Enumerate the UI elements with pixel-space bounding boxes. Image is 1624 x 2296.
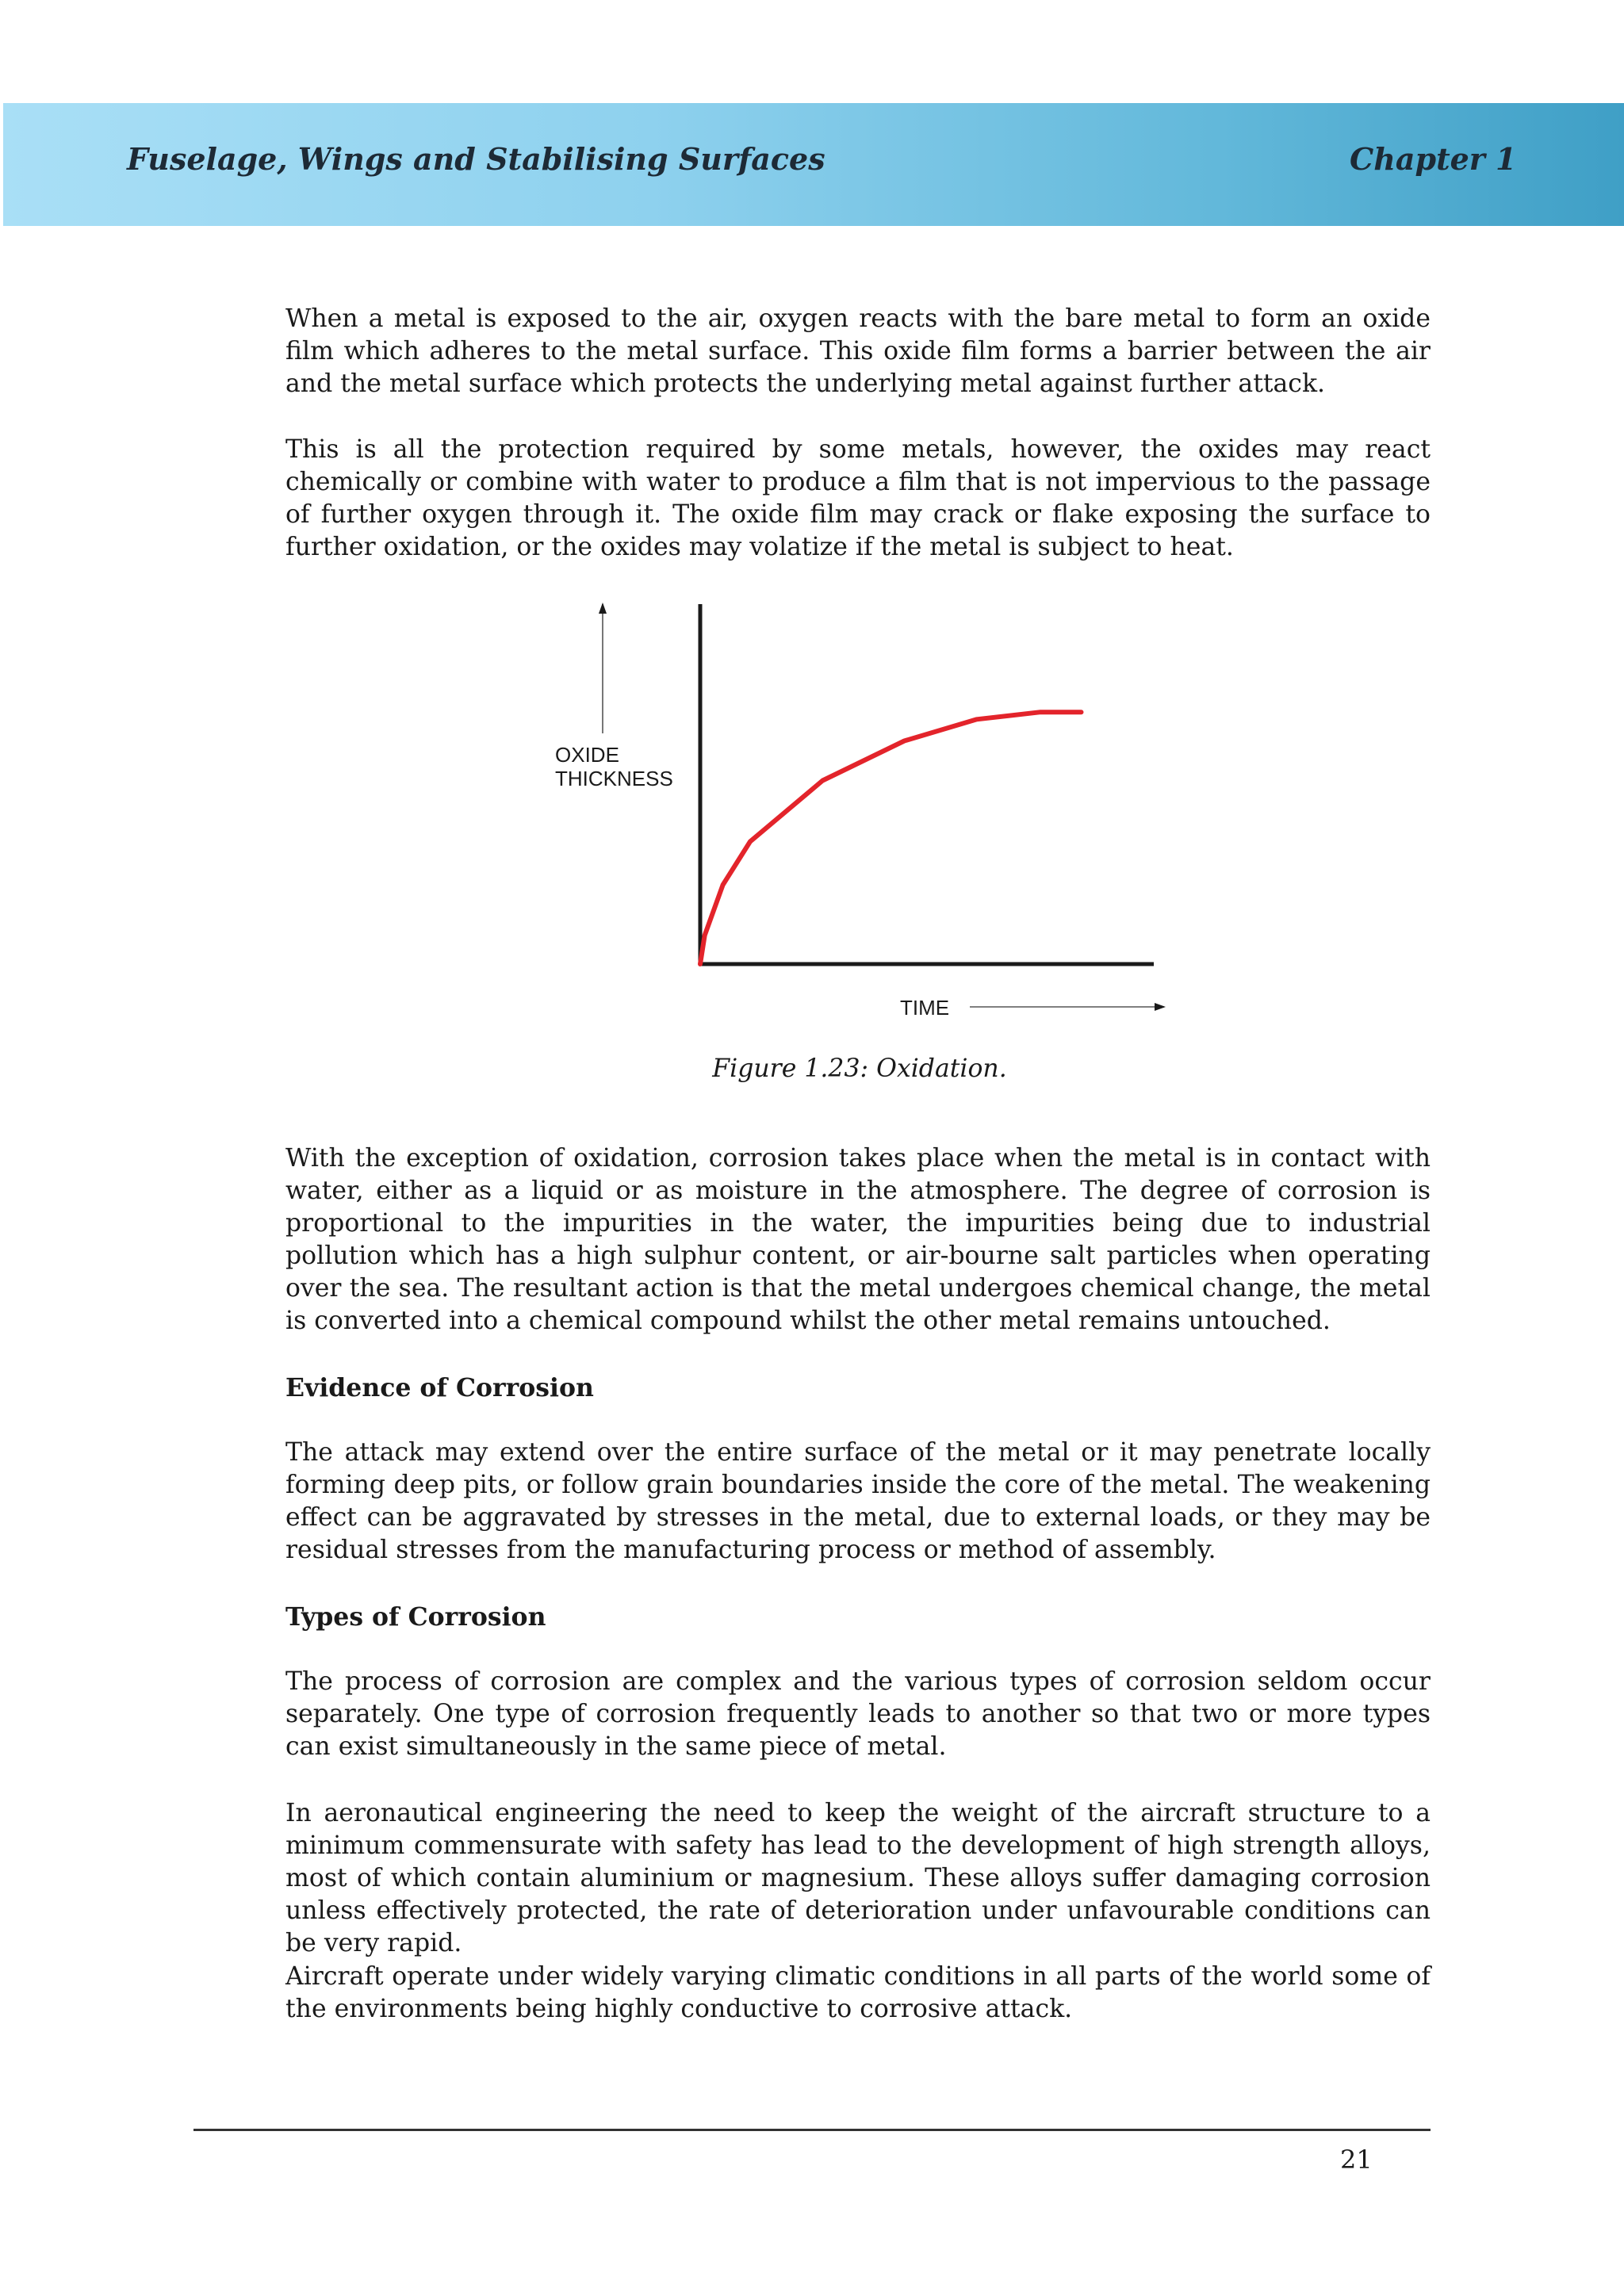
heading-types-of-corrosion: Types of Corrosion bbox=[285, 1602, 546, 1632]
heading-evidence-of-corrosion: Evidence of Corrosion bbox=[285, 1373, 594, 1402]
oxidation-chart bbox=[547, 595, 1166, 1047]
paragraph-water-corrosion: With the exception of oxidation, corrosion takes place when the metal is in contact with water, either as a liquid or as moisture in the atmosphere. The degree of corrosion is proportional to the impurities in the water, the impurities being due to industrial pollution which has a high sulphur content, or air-bourne salt particles when operating over the sea. The resultant action is that the metal undergoes chemical change, the metal is converted into a chemical compound whilst the other metal remains untouched. bbox=[285, 1144, 1431, 1335]
paragraph-process: The process of corrosion are complex and the various types of corrosion seldom occur separately. One type of corrosion frequently leads to another so that two or more types can exist simultaneously in the same piece of metal. bbox=[285, 1667, 1431, 1761]
chapter-label: Chapter 1 bbox=[1350, 141, 1517, 177]
chapter-banner bbox=[3, 103, 1624, 226]
paragraph-oxide-film: When a metal is exposed to the air, oxygen reacts with the bare metal to form an oxide film which adheres to the metal surface. This oxide film forms a barrier between the air and the metal surface which protects the underlying metal against further attack. bbox=[285, 304, 1431, 398]
page-number: 21 bbox=[1340, 2145, 1373, 2175]
oxide-growth-curve bbox=[700, 712, 1082, 964]
paragraph-climatic: Aircraft operate under widely varying climatic conditions in all parts of the world some of the environments being highly conductive to corrosive attack. bbox=[285, 1962, 1431, 2023]
figure-caption: Figure 1.23: Oxidation. bbox=[712, 1054, 1007, 1083]
y-axis-label bbox=[555, 743, 673, 790]
oxidation-figure bbox=[547, 595, 1166, 1047]
y-axis-label-line2: THICKNESS bbox=[555, 767, 673, 790]
x-axis-label: TIME bbox=[900, 996, 950, 1020]
y-axis-label-line1: OXIDE bbox=[555, 743, 619, 767]
book-section-title: Fuselage, Wings and Stabilising Surfaces bbox=[127, 141, 825, 177]
paragraph-attack: The attack may extend over the entire surface of the metal or it may penetrate locally forming deep pits, or follow grain boundaries inside the core of the metal. The weakening effect can be aggravated by stresses in the metal, due to external loads, or they may be residual stresses from the manufacturing process or method of assembly. bbox=[285, 1438, 1431, 1564]
paragraph-protection: This is all the protection required by some metals, however, the oxides may react chemically or combine with water to produce a film that is not impervious to the passage of further oxygen through it. The oxide film may crack or flake exposing the surface to further oxidation, or the oxides may volatize if the metal is subject to heat. bbox=[285, 435, 1431, 561]
footer-rule bbox=[193, 2129, 1431, 2131]
paragraph-aeronautical: In aeronautical engineering the need to keep the weight of the aircraft structure to a minimum commensurate with safety has lead to the development of high strength alloys, most of which contain aluminium or magnesium. These alloys suffer damaging corrosion unless effectively protected, the rate of deterioration under unfavourable conditions can be very rapid. bbox=[285, 1799, 1431, 1957]
